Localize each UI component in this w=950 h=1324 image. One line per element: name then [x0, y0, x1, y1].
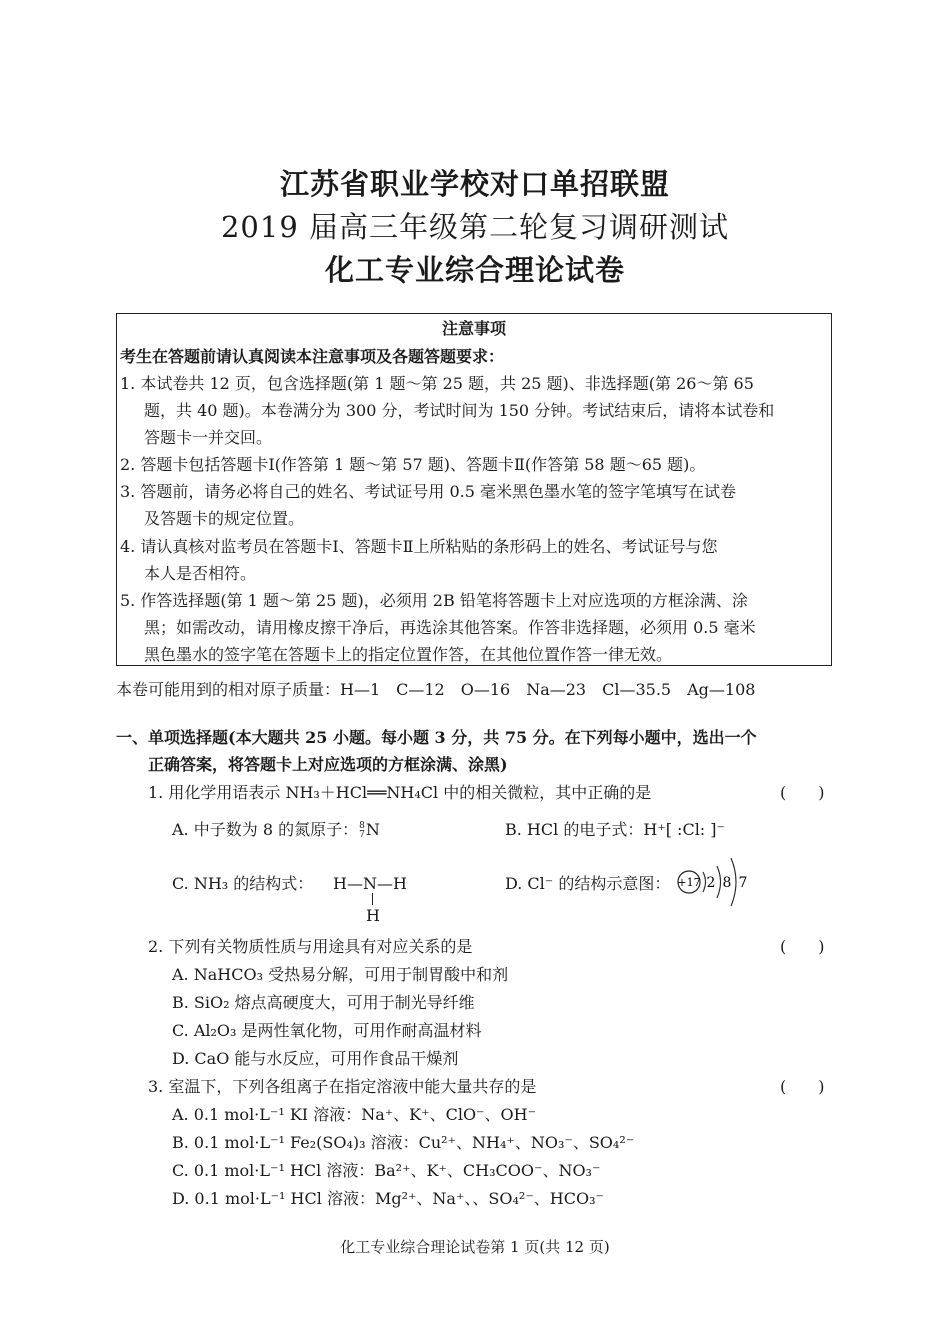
- notice-line: 3. 答题前，请务必将自己的姓名、考试证号用 0.5 毫米黑色墨水笔的签字笔填写在试卷: [120, 482, 736, 501]
- notice-line: 2. 答题卡包括答题卡Ⅰ(作答第 1 题～第 57 题)、答题卡Ⅱ(作答第 58 题～65 题)。: [120, 455, 706, 474]
- notice-line: 题，共 40 题)。本卷满分为 300 分，考试时间为 150 分钟。考试结束后，请将本试卷和: [144, 401, 775, 420]
- notice-line: 黑；如需改动，请用橡皮擦干净后，再选涂其他答案。作答非选择题，必须用 0.5 毫米: [144, 618, 756, 637]
- answer-paren: ( ): [780, 937, 825, 956]
- notice-line: 黑色墨水的签字笔在答题卡上的指定位置作答，在其他位置作答一律无效。: [144, 645, 673, 664]
- q3-option-d: D. 0.1 mol·L⁻¹ HCl 溶液：Mg²⁺、Na⁺、、SO₄²⁻、HCO₃⁻: [172, 1189, 604, 1208]
- notice-line: 答题卡一并交回。: [144, 428, 273, 447]
- q3-option-a: A. 0.1 mol·L⁻¹ KI 溶液：Na⁺、K⁺、ClO⁻、OH⁻: [172, 1105, 537, 1124]
- q1-option-a: [172, 817, 380, 843]
- notice-box: [116, 313, 832, 666]
- shell-1-electrons: 2: [706, 875, 716, 891]
- mass-number: 8: [359, 820, 365, 831]
- notice-line: 4. 请认真核对监考员在答题卡Ⅰ、答题卡Ⅱ上所粘贴的条形码上的姓名、考试证号与您: [120, 537, 718, 556]
- electron-shell-2: [717, 866, 721, 898]
- title-alliance: 江苏省职业学校对口单招联盟: [279, 167, 670, 201]
- title-subject: 化工专业综合理论试卷: [324, 253, 625, 287]
- shell-2-electrons: 8: [722, 875, 732, 891]
- notice-heading: 注意事项: [441, 319, 506, 338]
- q2-option-a: A. NaHCO₃ 受热易分解，可用于制胃酸中和剂: [172, 965, 509, 984]
- q1-option-b: B. HCl 的电子式：H⁺[ :Cl: ]⁻: [505, 820, 725, 839]
- q3-option-b: B. 0.1 mol·L⁻¹ Fe₂(SO₄)₃ 溶液：Cu²⁺、NH₄⁺、NO₃⁻、SO₄²⁻: [172, 1133, 635, 1152]
- atomic-masses: 本卷可能用到的相对原子质量：H—1 C—12 O—16 Na—23 Cl—35.5 Ag—108: [116, 680, 756, 699]
- notice-line: 5. 作答选择题(第 1 题～第 25 题)，必须用 2B 铅笔将答题卡上对应选项的方框涂满、涂: [120, 591, 748, 610]
- cl-ion-structure-diagram: [676, 848, 756, 912]
- page-footer: 化工专业综合理论试卷第 1 页(共 12 页): [340, 1238, 610, 1256]
- shell-3-electrons: 7: [738, 875, 748, 891]
- title-exam-name: 2019 届高三年级第二轮复习调研测试: [220, 210, 730, 244]
- section-heading: 一、单项选择题(本大题共 25 小题。每小题 3 分，共 75 分。在下列每小题中，选出一个: [116, 728, 757, 747]
- q1-option-c: C. NH₃ 的结构式：: [172, 874, 314, 893]
- electron-shell-1: [703, 872, 706, 892]
- q2-option-d: D. CaO 能与水反应，可用作食品干燥剂: [172, 1049, 459, 1068]
- question-1-stem: 1. 用化学用语表示 NH₃＋HCl══NH₄Cl 中的相关微粒，其中正确的是: [148, 783, 652, 802]
- q1-option-a-text: A. 中子数为 8 的氮原子：: [172, 820, 359, 839]
- answer-paren: ( ): [780, 1077, 825, 1096]
- notice-line: 本人是否相符。: [144, 564, 257, 583]
- q3-option-c: C. 0.1 mol·L⁻¹ HCl 溶液：Ba²⁺、K⁺、CH₃COO⁻、NO₃⁻: [172, 1161, 601, 1180]
- element-symbol: N: [365, 820, 380, 839]
- q2-option-c: C. Al₂O₃ 是两性氧化物，可用作耐高温材料: [172, 1021, 482, 1040]
- nh3-structure-bottom: H: [366, 906, 380, 925]
- nuclide-numbers: [359, 822, 365, 840]
- notice-line: 1. 本试卷共 12 页，包含选择题(第 1 题～第 25 题，共 25 题)、非选择题(第 26～第 65: [120, 374, 754, 393]
- atomic-number: 7: [359, 829, 365, 840]
- section-heading-cont: 正确答案，将答题卡上对应选项的方框涂满、涂黑): [148, 755, 508, 774]
- electron-shell-3: [731, 858, 736, 906]
- notice-lead: 考生在答题前请认真阅读本注意事项及各题答题要求：: [120, 347, 505, 366]
- answer-paren: ( ): [780, 783, 825, 802]
- question-2-stem: 2. 下列有关物质性质与用途具有对应关系的是: [148, 937, 473, 956]
- nucleus-charge: +17: [677, 876, 701, 889]
- q1-option-d: D. Cl⁻ 的结构示意图：: [505, 874, 671, 893]
- question-3-stem: 3. 室温下，下列各组离子在指定溶液中能大量共存的是: [148, 1077, 537, 1096]
- notice-line: 及答题卡的规定位置。: [144, 509, 305, 528]
- nh3-structure-main: H—N—H: [333, 874, 407, 893]
- q2-option-b: B. SiO₂ 熔点高硬度大，可用于制光导纤维: [172, 993, 475, 1012]
